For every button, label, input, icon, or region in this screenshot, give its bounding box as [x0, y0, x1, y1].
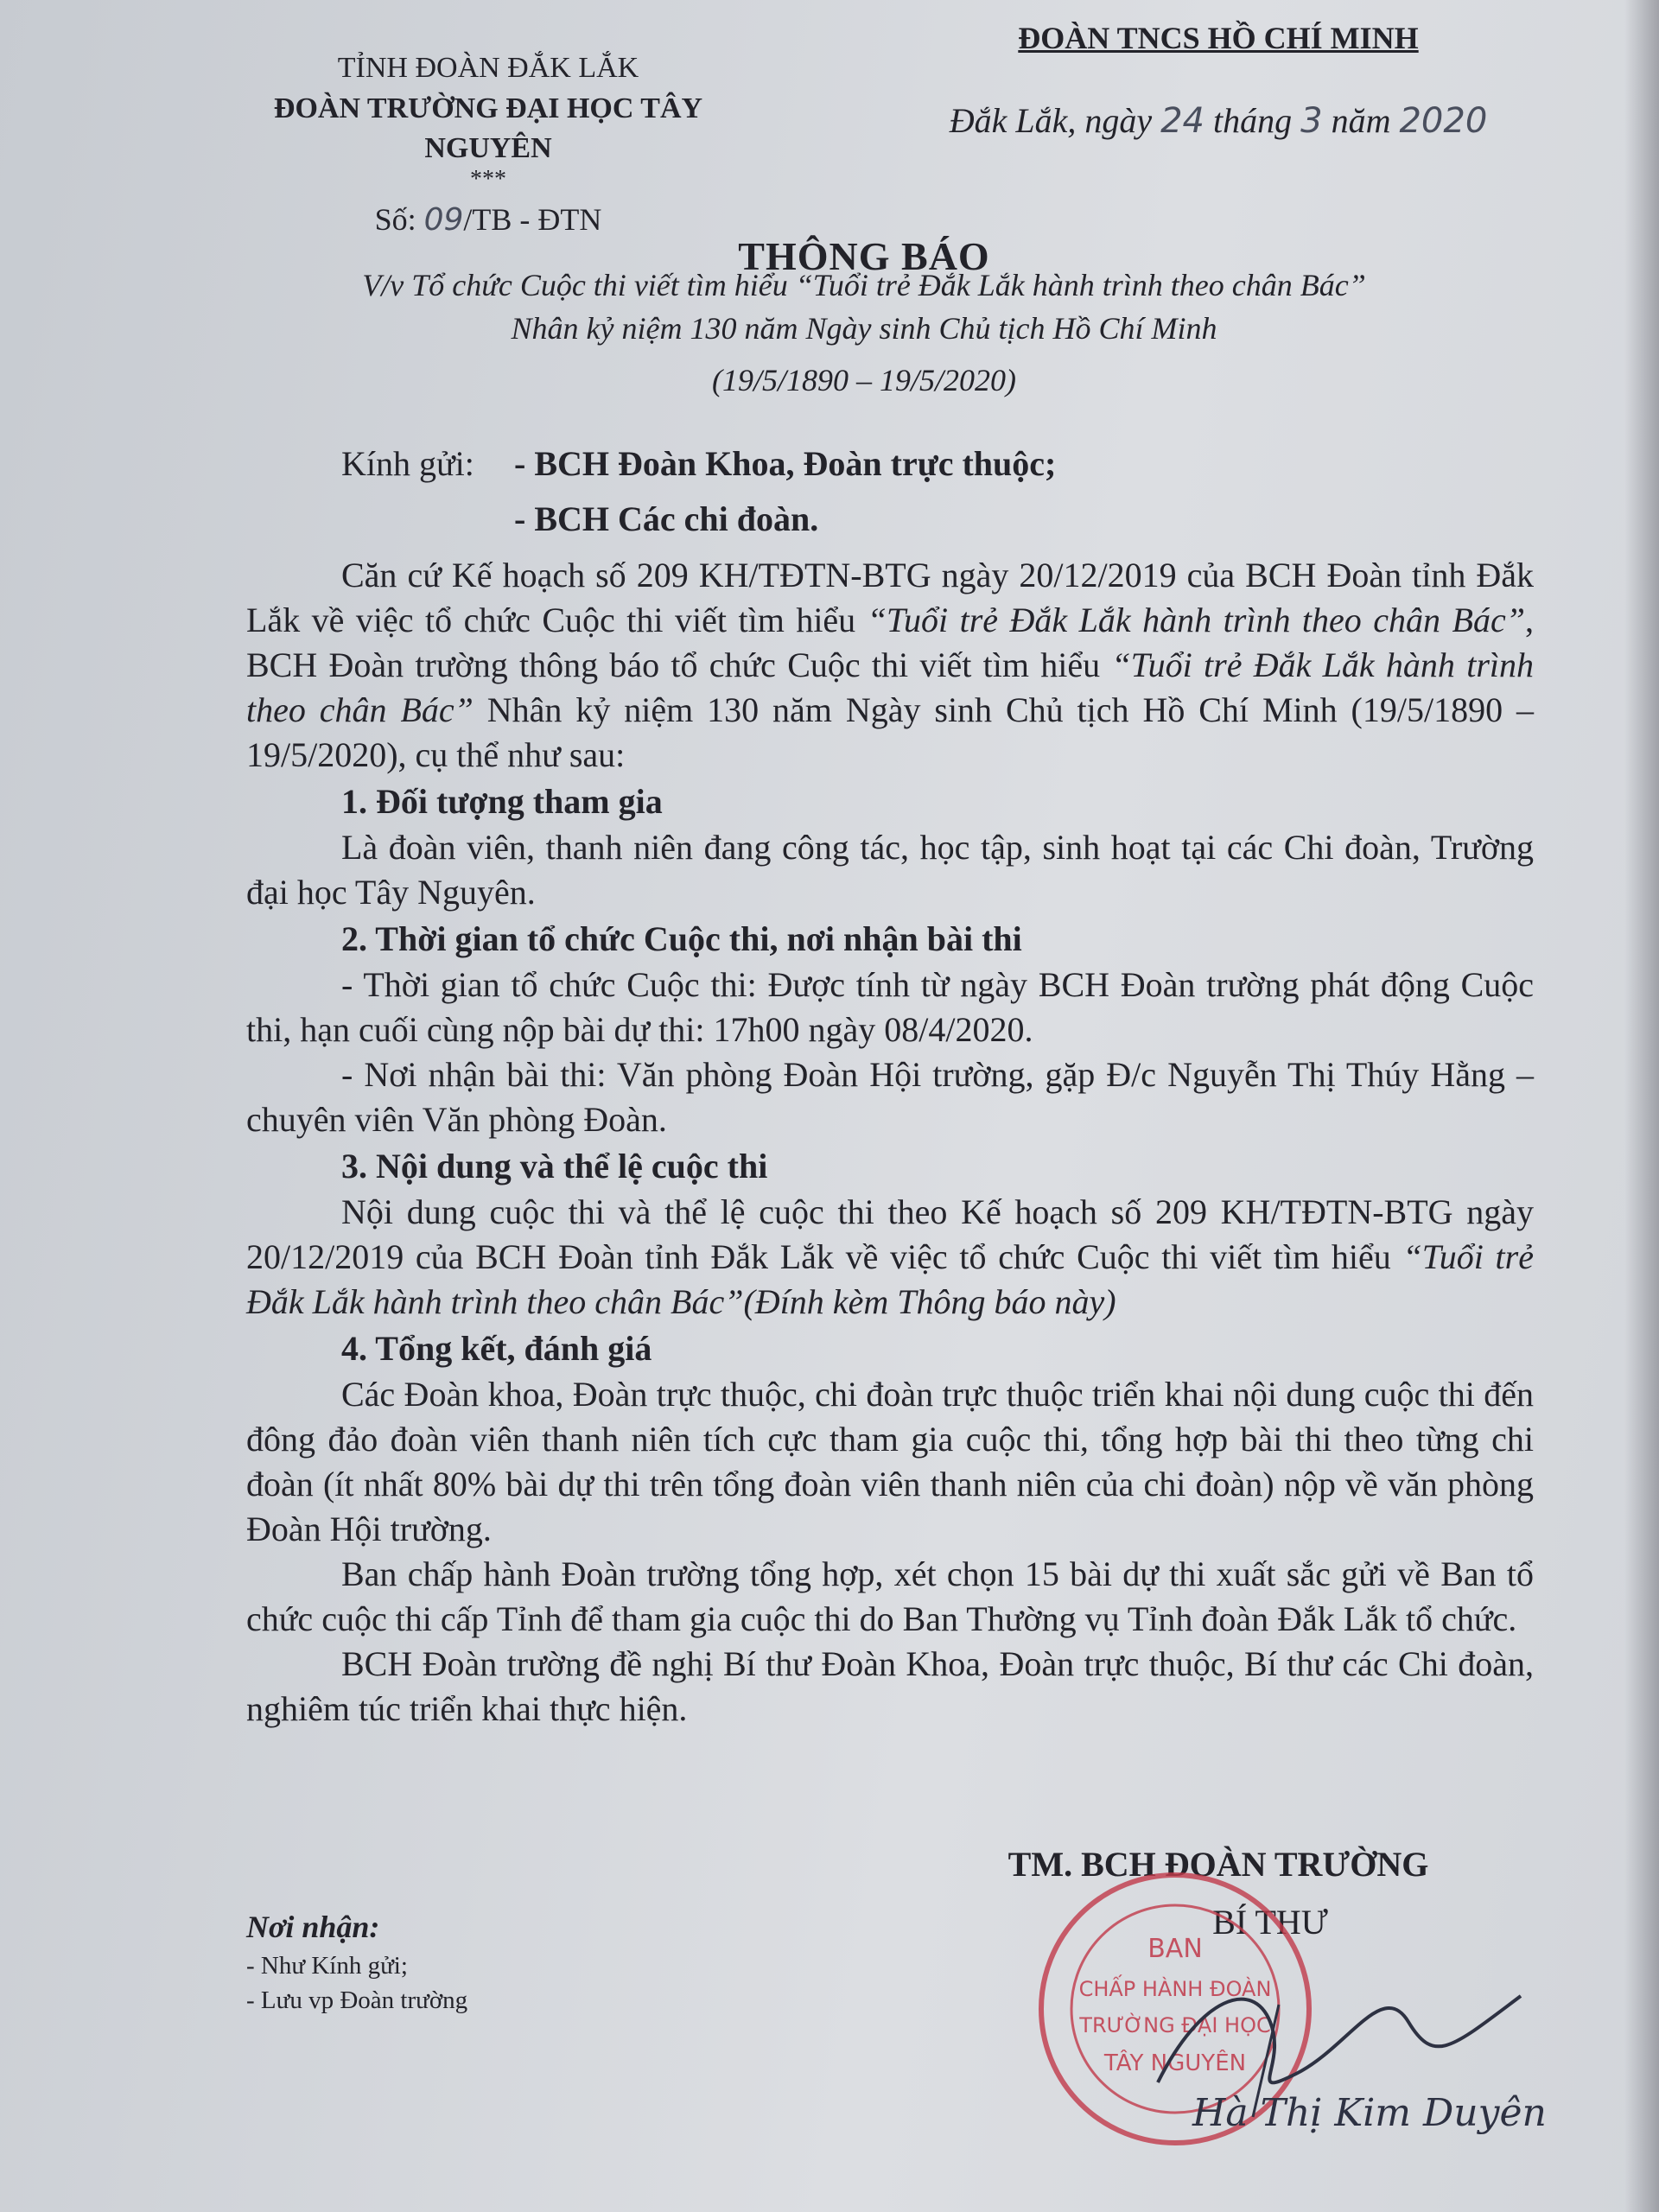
intro-text-c: Nhân kỷ niệm 130 năm Ngày sinh Chủ tịch Hồ Chí Minh (19/5/1890 – 19/5/2020), cụ thể như sau: [246, 690, 1534, 774]
stamp-line-1: BAN [1147, 1934, 1203, 1964]
section-2-time: - Thời gian tổ chức Cuộc thi: Được tính từ ngày BCH Đoàn trường phát động Cuộc thi, hạn cuối cùng nộp bài dự thi: 17h00 ngày 08/4/2020. [246, 965, 1534, 1049]
intro-text-a: Căn cứ Kế hoạch số 209 KH/TĐTN-BTG ngày 20/12/2019 của BCH Đoàn tỉnh Đắk Lắk về việc tổ chức Cuộc thi viết tìm hiểu [246, 556, 1534, 639]
section-3-text [246, 1190, 1534, 1325]
document-dates: (19/5/1890 – 19/5/2020) [712, 363, 1016, 397]
distribution-item-1: - Như Kính gửi; [246, 1952, 408, 1980]
recipients-label: Kính gửi: [341, 444, 474, 483]
section-1-text: Là đoàn viên, thanh niên đang công tác, học tập, sinh hoạt tại các Chi đoàn, Trường đại học Tây Nguyên. [246, 828, 1534, 912]
so-prefix: Số: [374, 202, 416, 237]
signature-on-behalf: TM. BCH ĐOÀN TRƯỜNG [1007, 1845, 1429, 1884]
distribution-list [246, 1905, 467, 2018]
stamp-line-4: TÂY NGUYÊN [1103, 2050, 1247, 2076]
recipient-2: - BCH Các chi đoàn. [514, 499, 819, 538]
section-4-para-1: Các Đoàn khoa, Đoàn trực thuộc, chi đoàn trực thuộc triển khai nội dung cuộc thi đến đông đảo đoàn viên thanh niên tích cực tham gia cuộc thi, tổng hợp bài thi theo từng chi đoàn (ít nhất 80% bài dự thi trên tổng đoàn viên thanh niên của chi đoàn) nộp về văn phòng Đoàn Hội trường. [246, 1375, 1534, 1548]
header-stars: *** [470, 166, 506, 193]
header-right [942, 17, 1495, 147]
section-2-title: 2. Thời gian tổ chức Cuộc thi, nơi nhận bài thi [341, 919, 1022, 958]
intro-paragraph [246, 553, 1534, 778]
so-number: 09 [423, 202, 464, 238]
date-year: 2020 [1399, 101, 1488, 141]
school-union: ĐOÀN TRƯỜNG ĐẠI HỌC TÂY NGUYÊN [273, 92, 703, 164]
stamp-line-3: TRƯỜNG ĐẠI HỌC [1079, 2013, 1271, 2037]
section-4-para-2: Ban chấp hành Đoàn trường tổng hợp, xét chọn 15 bài dự thi xuất sắc gửi về Ban tổ chức cuộc thi cấp Tỉnh để tham gia cuộc thi do Ban Thường vụ Tỉnh đoàn Đắk Lắk tổ chức. [246, 1554, 1534, 1638]
section-4-para-3: BCH Đoàn trường đề nghị Bí thư Đoàn Khoa, Đoàn trực thuộc, Bí thư các Chi đoàn, nghiêm túc triển khai thực hiện. [246, 1644, 1534, 1728]
so-suffix: /TB - ĐTN [463, 202, 602, 237]
date-year-label: năm [1331, 101, 1391, 140]
section-1-title: 1. Đối tượng tham gia [341, 782, 663, 821]
organization-name: ĐOÀN TNCS HỒ CHÍ MINH [1018, 21, 1419, 55]
recipient-1: - BCH Đoàn Khoa, Đoàn trực thuộc; [514, 444, 1057, 483]
date-month: 3 [1300, 101, 1323, 141]
intro-contest-name-1: “Tuổi trẻ Đắk Lắk hành trình theo chân Bác” [867, 601, 1525, 639]
section-2-place: - Nơi nhận bài thi: Văn phòng Đoàn Hội trường, gặp Đ/c Nguyễn Thị Thúy Hằng – chuyên viên Văn phòng Đoàn. [246, 1055, 1534, 1139]
distribution-item-2: - Lưu vp Đoàn trường [246, 1986, 468, 2014]
date-prefix: Đắk Lắk, ngày [949, 101, 1153, 140]
distribution-heading: Nơi nhận: [246, 1910, 380, 1944]
intro-contest-name-2: “Tuổi trẻ Đắk Lắk hành trình theo chân Bác” [246, 645, 1534, 729]
section-3-title: 3. Nội dung và thể lệ cuộc thi [341, 1147, 768, 1185]
document-subject: V/v Tổ chức Cuộc thi viết tìm hiểu “Tuổi trẻ Đắk Lắk hành trình theo chân Bác” [362, 268, 1366, 302]
date-day: 24 [1160, 101, 1205, 141]
province-union: TỈNH ĐOÀN ĐẮK LẮK [337, 52, 639, 84]
date-month-label: tháng [1213, 101, 1293, 140]
recipients-block [341, 436, 1056, 547]
section-3-text-a: Nội dung cuộc thi và thể lệ cuộc thi theo Kế hoạch số 209 KH/TĐTN-BTG ngày 20/12/2019 của BCH Đoàn tỉnh Đắk Lắk về việc tổ chức Cuộc thi viết tìm hiểu [246, 1192, 1534, 1276]
document-title: THÔNG BÁO [738, 234, 990, 278]
document-occasion: Nhân kỷ niệm 130 năm Ngày sinh Chủ tịch Hồ Chí Minh [511, 311, 1217, 346]
section-4-title: 4. Tổng kết, đánh giá [341, 1329, 652, 1368]
intro-text-b: , BCH Đoàn trường thông báo tổ chức Cuộc thi viết tìm hiểu [246, 601, 1534, 684]
header-left [216, 48, 760, 244]
signature-title: BÍ THƯ [1212, 1903, 1328, 1942]
signer-name: Hà Thị Kim Duyên [1192, 2091, 1547, 2135]
document-body [246, 553, 1534, 1732]
issue-date [942, 95, 1495, 147]
stamp-line-2: CHẤP HÀNH ĐOÀN [1078, 1977, 1272, 2001]
section-3-contest-name: “Tuổi trẻ Đắk Lắk hành trình theo chân Bác”(Đính kèm Thông báo này) [246, 1237, 1534, 1321]
